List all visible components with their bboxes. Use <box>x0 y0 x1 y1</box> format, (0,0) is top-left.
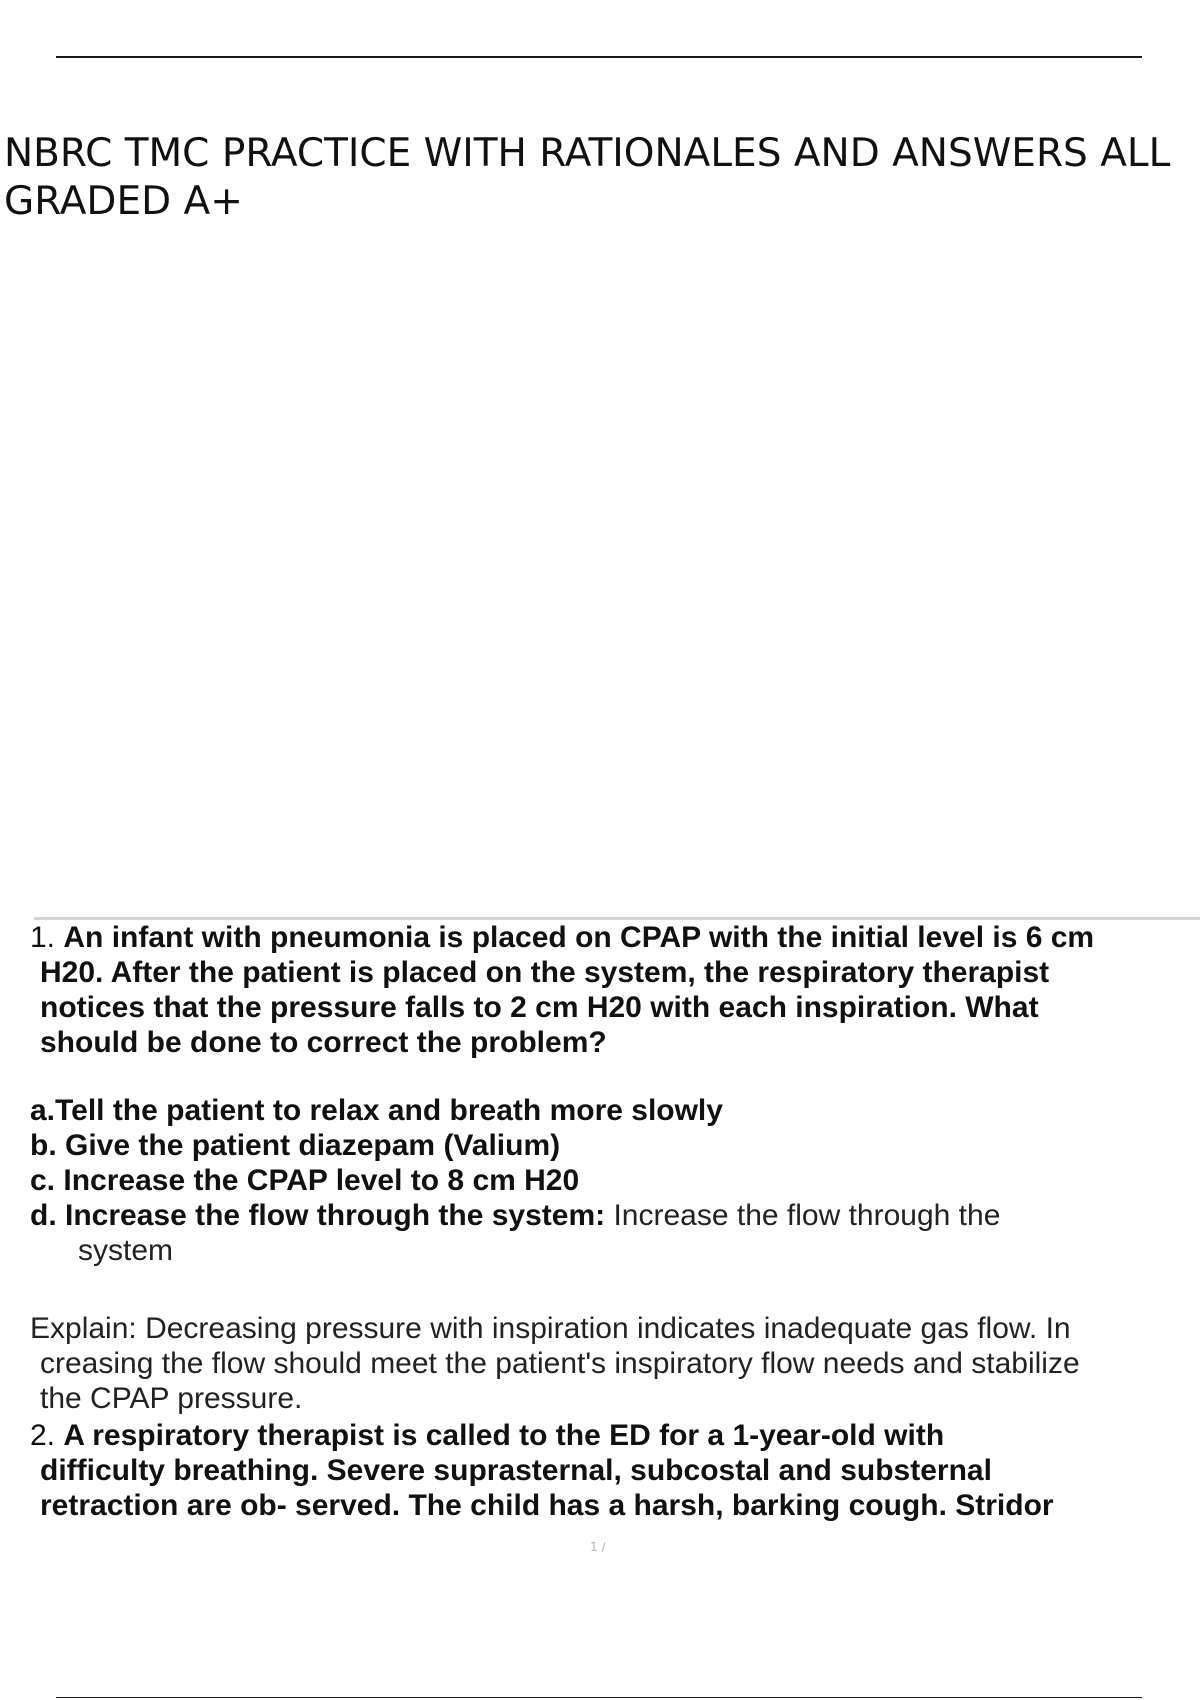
question-1-line-1: 1. An infant with pneumonia is placed on CPAP with the initial level is 6 cm <box>30 921 1095 954</box>
title-line-2: GRADED A+ <box>4 179 243 224</box>
question-1-options <box>30 1093 1200 1268</box>
option-d-answer: Increase the flow through the <box>613 1199 1001 1232</box>
explanation-line-3: the CPAP pressure. <box>40 1382 303 1415</box>
explanation-line-1: Explain: Decreasing pressure with inspiration indicates inadequate gas flow. In <box>30 1312 1071 1345</box>
option-b: b. Give the patient diazepam (Valium) <box>30 1129 561 1162</box>
document-title <box>4 130 1174 226</box>
question-1-line-2: H20. After the patient is placed on the system, the respiratory therapist <box>40 956 1050 989</box>
explanation-line-2: creasing the flow should meet the patient's inspiratory flow needs and stabilize <box>40 1347 1080 1380</box>
question-2-number: 2. <box>30 1419 56 1452</box>
question-2-line-3: retraction are ob- served. The child has a harsh, barking cough. Stridor <box>40 1489 1054 1522</box>
question-2 <box>30 1418 1200 1523</box>
title-line-1: NBRC TMC PRACTICE WITH RATIONALES AND ANSWERS ALL <box>4 131 1171 176</box>
header-rule <box>56 56 1142 58</box>
question-1-line-3: notices that the pressure falls to 2 cm H20 with each inspiration. What <box>40 991 1039 1024</box>
question-1-line-4: should be done to correct the problem? <box>40 1026 607 1059</box>
option-a: a.Tell the patient to relax and breath more slowly <box>30 1094 723 1127</box>
option-d: d. Increase the flow through the system: Increase the flow through the <box>30 1199 1001 1232</box>
question-2-line-2: difficulty breathing. Severe suprasternal, subcostal and substernal <box>40 1454 992 1487</box>
option-d-answer-continued: system <box>78 1234 174 1267</box>
question-1 <box>30 920 1200 1060</box>
question-1-explanation <box>30 1311 1200 1416</box>
option-c: c. Increase the CPAP level to 8 cm H20 <box>30 1164 580 1197</box>
page-marker: 1 / <box>590 1540 606 1554</box>
footer-rule <box>56 1697 1142 1698</box>
question-2-line-1: 2. A respiratory therapist is called to the ED for a 1-year-old with <box>30 1419 945 1452</box>
question-1-number: 1. <box>30 921 56 954</box>
